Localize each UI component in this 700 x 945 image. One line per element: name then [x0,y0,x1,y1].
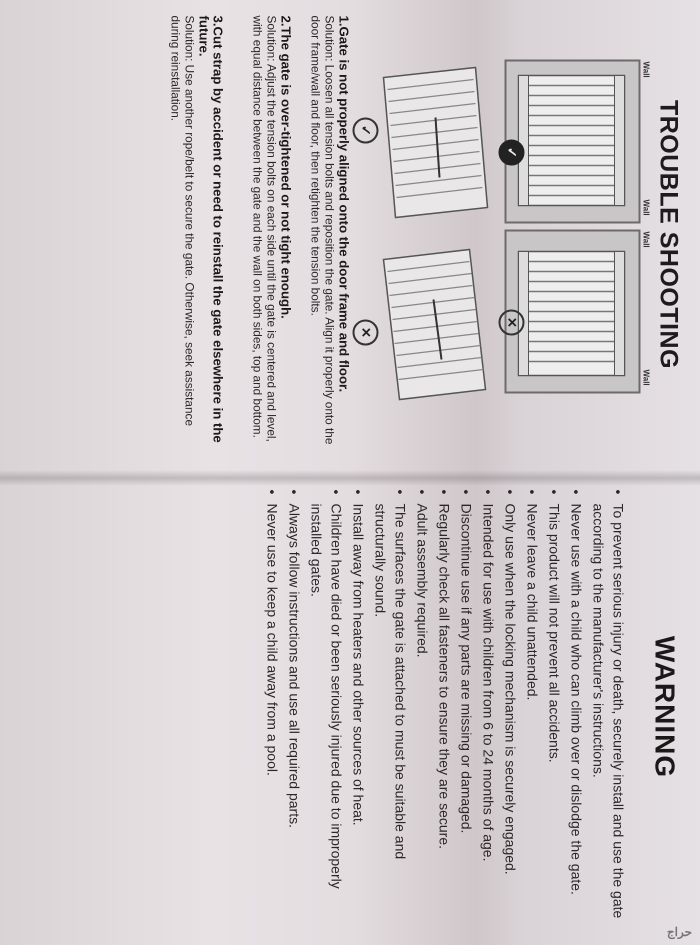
warning-item: • Intended for use with children from 6 to 24 months of age. [479,488,499,928]
cross-mark-icon: ✕ [499,310,525,336]
warning-item: • Install away from heaters and other sources of heat. [349,488,369,928]
rotated-spread [1,0,700,945]
wall-label: Wall [641,61,651,78]
warning-item: • Always follow instructions and use all required parts. [285,488,305,928]
page-title: TROUBLE SHOOTING [654,99,683,370]
check-mark-icon: ✓ [499,140,525,166]
trouble-shooting-page [1,0,700,470]
wall-label: Wall [641,369,651,386]
trouble-solution: Solution: Adjust the tension bolts on each side until the gate is centered and level, with equal distance between the gate and the wall on both sides, top and bottom. [250,15,279,442]
gate-illustration [507,62,639,222]
warning-page [1,470,700,945]
warning-list [261,488,629,928]
warning-item: • Never use to keep a child away from a pool. [263,488,283,928]
trouble-item-3 [169,16,225,456]
warning-item: • This product will not prevent all accidents. [545,488,565,928]
trouble-item-2 [251,16,293,456]
trouble-item-1 [309,16,351,456]
warning-item: • To prevent serious injury or death, securely install and use the gate according to the manufacturer's instructions. [589,488,629,928]
trouble-solution: Solution: Use another rope/belt to secure the gate. Otherwise, seek assistance during reinstallation. [168,15,197,427]
warning-item: • Only use when the locking mechanism is securely engaged. [501,488,521,928]
warning-item: • Children have died or been seriously injured due to improperly installed gates. [307,488,347,928]
trouble-heading: 1.Gate is not properly aligned onto the door frame and floor. [336,15,352,393]
warning-item: • Regularly check all fasteners to ensure they are secure. [435,488,455,928]
warning-item: • Discontinue use if any parts are missing or damaged. [457,488,477,928]
trouble-heading: 2.The gate is over-tightened or not tight enough. [278,15,294,319]
warning-item: • The surfaces the gate is attached to must be suitable and structurally sound. [371,488,411,928]
cross-mark-icon: ✕ [353,320,379,346]
wall-label: Wall [641,199,651,216]
wall-label: Wall [641,231,651,248]
gate-perspective-wrong [376,240,496,410]
trouble-solution: Solution: Loosen all tension bolts and reposition the gate. Align it properly onto the door frame/wall and floor, then retighten the tension bolts. [308,15,337,445]
page-title: WARNING [649,635,681,779]
warning-item: • Adult assembly required. [413,488,433,928]
gate-perspective-correct [376,58,496,228]
check-mark-icon: ✓ [353,118,379,144]
gate-illustration [507,232,639,392]
warning-item: • Never use with a child who can climb over or dislodge the gate. [567,488,587,928]
diagram-correct-front [505,60,641,224]
watermark-logo: حراج [666,925,692,939]
diagram-wrong-front [505,230,641,394]
trouble-heading: 3.Cut strap by accident or need to reinstall the gate elsewhere in the future. [196,15,226,443]
warning-item: • Never leave a child unattended. [523,488,543,928]
